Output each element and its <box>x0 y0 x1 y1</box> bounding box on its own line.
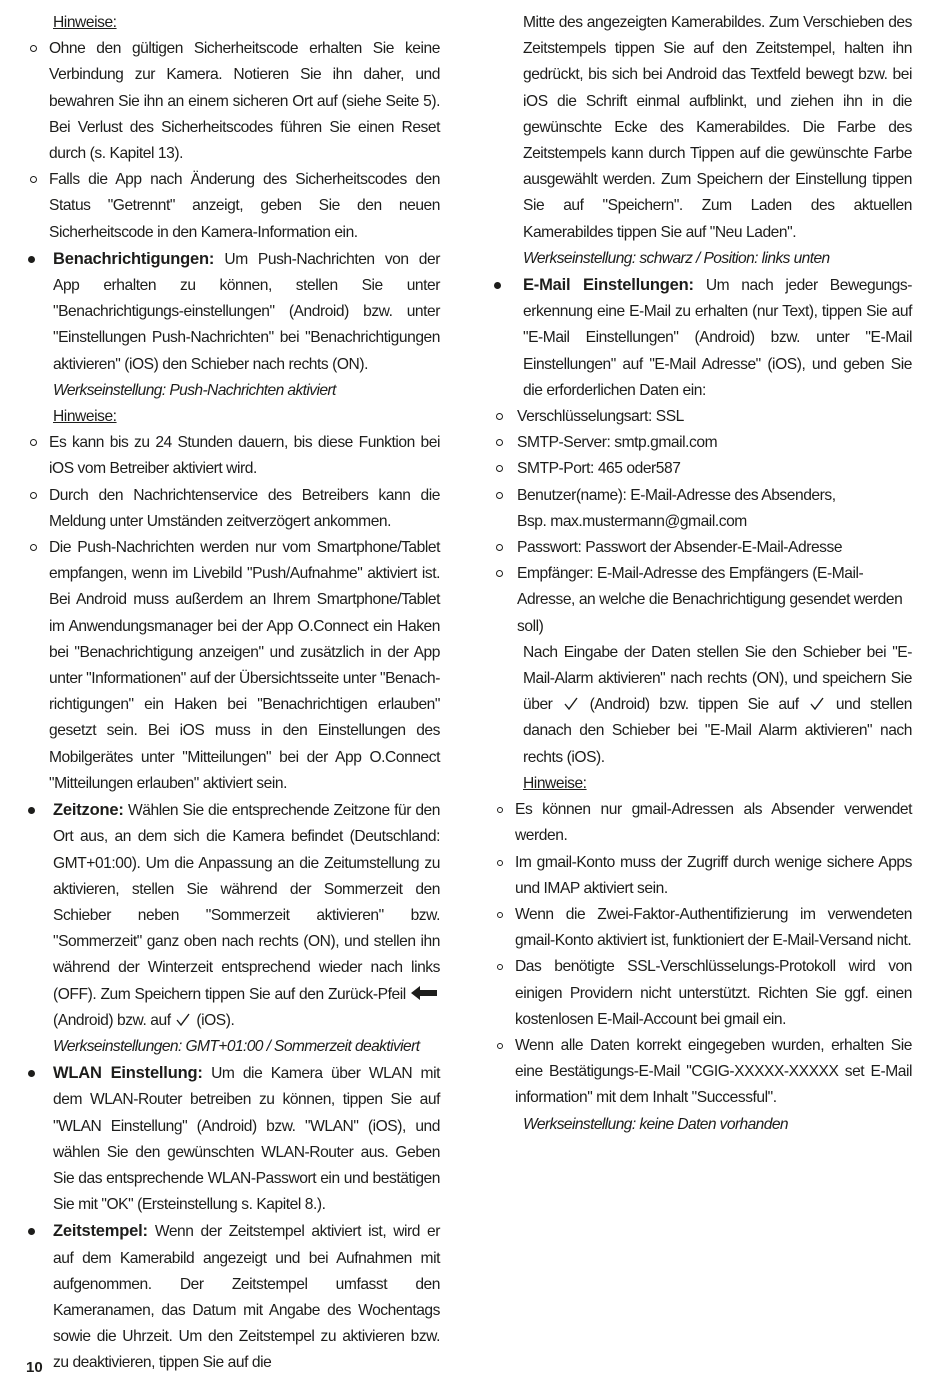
section-text: und stellen danach den Schieber bei "E-Mail Alarm aktivieren" nach rechts (iOS). <box>523 696 912 766</box>
page-number: 10 <box>26 1359 43 1376</box>
setting-example: Bsp. max.mustermann@gmail.com <box>517 512 747 530</box>
checkmark-icon <box>564 697 578 710</box>
hint-item: Durch den Nachrichtenservice des Betreibers kann die Meldung unter Umständen zeitverzögert ankommen. <box>26 483 440 535</box>
section-heading: Zeitstempel: <box>53 1222 148 1241</box>
hint-label: Hinweise: <box>53 408 117 426</box>
section-timezone <box>26 797 440 1034</box>
setting-item: Empfänger: E-Mail-Adresse des Empfängers (E-Mail-Adresse, an welche die Benachrichtigung gesendet werden soll) <box>492 561 912 640</box>
hint-item: Es können nur gmail-Adressen als Absender verwendet werden. <box>492 797 912 849</box>
factory-setting: Werkseinstellung: keine Daten vorhanden <box>523 1115 788 1133</box>
section-text: Um nach jeder Bewegungs-erkennung eine E-Mail zu erhalten (nur Text), tippen Sie auf "E-Mail Einstellungen" (Android) bzw. unter "E-Mail Einstellungen" auf "E-Mail Adresse" (iOS), und geben Sie die erforderlichen Daten ein: <box>523 277 912 399</box>
section-timestamp <box>26 1218 440 1376</box>
section-wlan <box>26 1060 440 1218</box>
hint-item: Die Push-Nachrichten werden nur vom Smartphone/Tablet empfangen, wenn im Livebild "Push/Aufnahme" aktiviert ist. Bei Android muss außerdem an Ihrem Smartphone/Tablet im Anwendungsmanager bei der App O.Connect ein Haken bei "Benachrichtigung anzeigen" und zusätzlich in der App unter "Informationen" auf der Übersichtsseite unter "Benach-richtigungen" ein Haken bei "Benachrichtigen erlauben" gesetzt sein. Bei iOS muss in den Einstellungen des Mobilgerätes unter "Mitteilungen" bei der App O.Connect "Mitteilungen erlauben" aktiviert sein. <box>26 535 440 797</box>
back-arrow-icon <box>410 985 440 1001</box>
section-text: Nach Eingabe der Daten stellen Sie den Schieber bei "E-Mail-Alarm aktivieren" nach rechts (ON), und speichern Sie über <box>523 643 912 714</box>
hint-label: Hinweise: <box>523 774 587 792</box>
hint-item: Wenn alle Daten korrekt eingegeben wurden, erhalten Sie eine Bestätigungs-E-Mail "CGIG-XXXXX-XXXXX set E-Mail information" mit dem Inhalt "Successful". <box>492 1033 912 1112</box>
factory-setting: Werkseinstellung: schwarz / Position: links unten <box>523 249 830 267</box>
setting-item: Benutzer(name): E-Mail-Adresse des Absenders, <box>492 483 912 509</box>
section-heading: Zeitzone: <box>53 801 124 820</box>
section-text: (Android) bzw. tippen Sie auf <box>589 696 799 714</box>
setting-item: SMTP-Server: smtp.gmail.com <box>492 430 912 456</box>
hint-item: Im gmail-Konto muss der Zugriff durch wenige sichere Apps und IMAP aktiviert sein. <box>492 850 912 902</box>
setting-item: Verschlüsselungsart: SSL <box>492 404 912 430</box>
section-heading: WLAN Einstellung: <box>53 1064 203 1083</box>
factory-setting: Werkseinstellung: Push-Nachrichten aktiviert <box>53 381 336 399</box>
left-column <box>26 10 440 1377</box>
section-heading: E-Mail Einstellungen: <box>523 276 694 295</box>
right-column <box>492 10 912 1138</box>
hint-item: Ohne den gültigen Sicherheitscode erhalten Sie keine Verbindung zur Kamera. Notieren Sie ihn daher, und bewahren Sie ihn an einem sicheren Ort auf (siehe Seite 5). Bei Verlust des Sicherheitscodes führen Sie einen Reset durch (s. Kapitel 13). <box>26 36 440 167</box>
checkmark-icon <box>810 697 824 710</box>
hint-label: Hinweise: <box>53 14 117 31</box>
section-notifications <box>26 246 440 378</box>
setting-item: SMTP-Port: 465 oder587 <box>492 456 912 482</box>
section-text: Mitte des angezeigten Kamerabildes. Zum Verschieben des Zeitstempels tippen Sie auf den Zeitstempel, halten ihn gedrückt, bis sich bei Android das Textfeld bewegt bzw. bei iOS die Schrift einmal aufblinkt, und ziehen ihn in die gewünschte Ecke des Kamerabildes. Die Farbe des Zeitstempels kann durch Tippen auf die gewünschte Farbe ausgewählt werden. Zum Speichern der Einstellung tippen Sie auf "Speichern". Zum Laden des aktuellen Kamerabildes tippen Sie auf "Neu Laden". <box>523 14 912 241</box>
section-text: Um die Kamera über WLAN mit dem WLAN-Router betreiben zu können, tippen Sie auf "WLAN Einstellung" (Android) bzw. "WLAN" (iOS), und wählen Sie den gewünschten WLAN-Router aus. Geben Sie das entsprechende WLAN-Passwort ein und bestätigen Sie mit "OK" (Ersteinstellung s. Kapitel 8.). <box>53 1065 440 1214</box>
factory-setting: Werkseinstellungen: GMT+01:00 / Sommerzeit deaktiviert <box>53 1037 420 1055</box>
hint-item: Das benötigte SSL-Verschlüsselungs-Protokoll wird von einigen Providern nicht unterstützt. Richten Sie ggf. einen kostenlosen E-Mail-Account bei gmail ein. <box>492 954 912 1033</box>
section-heading: Benachrichtigungen: <box>53 249 215 268</box>
section-text: (Android) bzw. auf <box>53 1011 171 1029</box>
section-text <box>492 640 912 771</box>
section-text: Wenn der Zeitstempel aktiviert ist, wird er auf dem Kamerabild angezeigt und bei Aufnahmen mit aufgenommen. Der Zeitstempel umfasst den Kameranamen, das Datum mit Angabe des Wochentags sowie die Uhrzeit. Um den Zeitstempel zu aktivieren bzw. zu deaktivieren, tippen Sie auf die <box>53 1223 440 1372</box>
hint-item: Es kann bis zu 24 Stunden dauern, bis diese Funktion bei iOS vom Betreiber aktiviert wird. <box>26 430 440 482</box>
hint-item: Falls die App nach Änderung des Sicherheitscodes den Status "Getrennt" anzeigt, geben Sie den neuen Sicherheitscode in den Kamera-Information ein. <box>26 167 440 246</box>
hint-item: Wenn die Zwei-Faktor-Authentifizierung im verwendeten gmail-Konto aktiviert ist, funktioniert der E-Mail-Versand nicht. <box>492 902 912 954</box>
section-email <box>492 272 912 404</box>
checkmark-icon <box>176 1013 190 1026</box>
section-text: (iOS). <box>196 1011 235 1029</box>
setting-item: Passwort: Passwort der Absender-E-Mail-Adresse <box>492 535 912 561</box>
section-text: Wählen Sie die entsprechende Zeitzone für den Ort aus, an dem sich die Kamera befindet (Deutschland: GMT+01:00). Um die Anpassung an die Zeitumstellung zu aktivieren, stellen Sie während der Sommerzeit den Schieber neben "Sommerzeit aktivieren" bzw. "Sommerzeit" ganz oben nach rechts (ON), und stellen ihn während der Winterzeit entsprechend wieder nach links (OFF). Zum Speichern tippen Sie auf den Zurück-Pfeil <box>53 802 440 1003</box>
section-text: Um Push-Nachrichten von der App erhalten zu können, stellen Sie unter "Benachrichtigungs-einstellungen" (Android) bzw. unter "Einstellungen Push-Nachrichten" bei "Benachrichtigungen aktivieren" (iOS) den Schieber nach rechts (ON). <box>53 250 440 373</box>
